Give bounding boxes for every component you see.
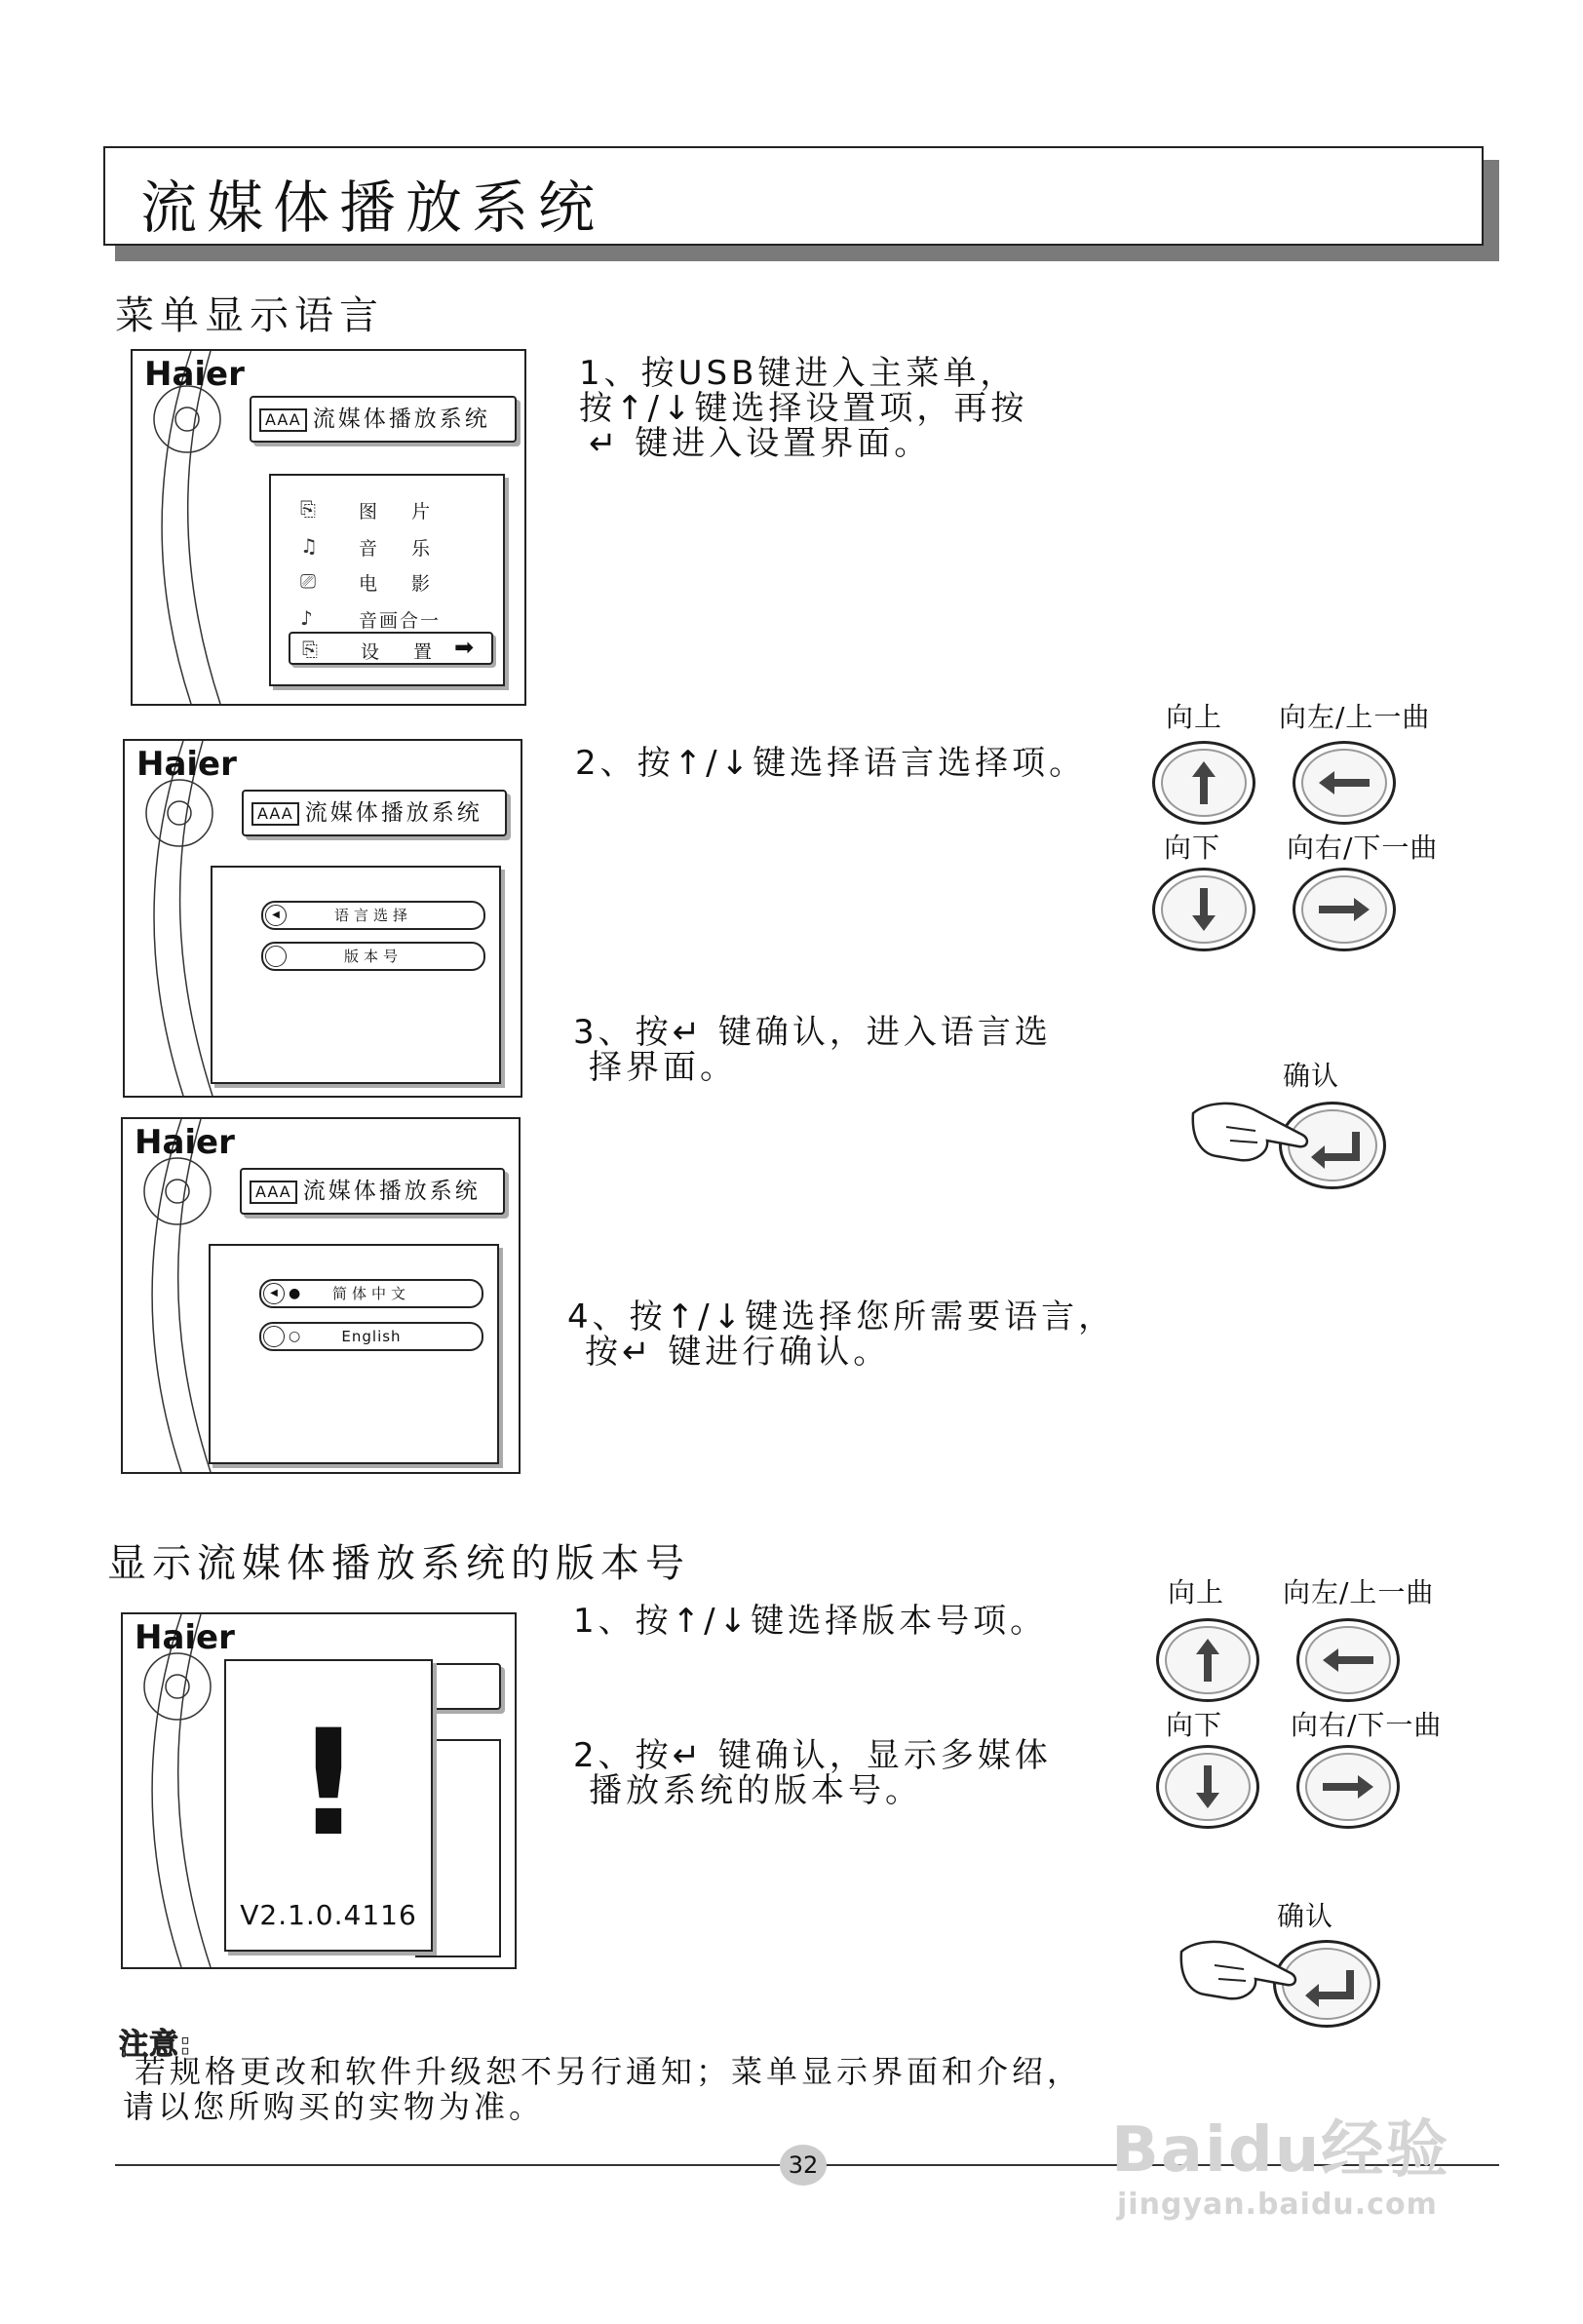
settings-folder-icon: ⎘ (302, 638, 318, 661)
s1-step1-line1: 1、按USB键进入主菜单， (579, 354, 1018, 393)
label-left: 向左/上一曲 (1283, 1576, 1435, 1608)
arrow-left-icon (1295, 744, 1393, 822)
version-dialog (224, 1659, 433, 1952)
haier-logo: Haier (135, 1618, 235, 1657)
label-confirm: 确认 (1277, 1900, 1334, 1932)
right-button[interactable] (1293, 868, 1396, 951)
header-title: 流媒体播放系统 (302, 1179, 481, 1204)
arrow-left-icon (1299, 1621, 1397, 1699)
picture-folder-icon: ⎘ (300, 497, 316, 521)
language-option-english[interactable] (259, 1322, 483, 1351)
screen-header (240, 1168, 505, 1215)
header-title: 流媒体播放系统 (304, 800, 483, 826)
s1-step3-line1: 3、按↵ 键确认，进入语言选 (573, 1013, 1052, 1052)
left-button[interactable] (1293, 741, 1396, 825)
note-line2: 请以您所购买的实物为准。 (123, 2088, 545, 2125)
right-button[interactable] (1296, 1745, 1400, 1829)
s2-step2-line2: 播放系统的版本号。 (589, 1771, 922, 1810)
arrow-right-icon (1299, 1748, 1397, 1826)
s2-step1-line1: 1、按↑/↓键选择版本号项。 (573, 1602, 1048, 1641)
s1-step2-line1: 2、按↑/↓键选择语言选择项。 (575, 744, 1087, 783)
menu-item-label: 电 影 (359, 573, 439, 595)
haier-logo: Haier (135, 1123, 235, 1162)
language-panel (209, 1244, 499, 1464)
s1-step1-line3: ↵ 键进入设置界面。 (589, 424, 932, 463)
pointing-hand-icon (1176, 1930, 1302, 2008)
haier-logo: Haier (144, 355, 245, 394)
header-badge: AAA (259, 408, 307, 432)
header-badge: AAA (250, 1181, 297, 1204)
down-button[interactable] (1152, 868, 1255, 951)
menu-item-label: 设 置 (361, 641, 441, 663)
note-line1: 若规格更改和软件升级恕不另行通知；菜单显示界面和介绍， (135, 2053, 1083, 2090)
arrow-up-icon (1159, 1621, 1256, 1699)
watermark-url: jingyan.baidu.com (1117, 2188, 1438, 2222)
language-option-chinese[interactable] (259, 1279, 483, 1308)
exclamation-icon: ! (294, 1699, 363, 1869)
s1-step4-line1: 4、按↑/↓键选择您所需要语言， (567, 1298, 1116, 1336)
s2-step2-line1: 2、按↵ 键确认，显示多媒体 (573, 1736, 1052, 1775)
section1-title: 菜单显示语言 (115, 293, 384, 338)
s1-step4-line2: 按↵ 键进行确认。 (585, 1333, 891, 1372)
radio-unselected-icon: ○ (289, 1329, 301, 1344)
up-button[interactable] (1156, 1618, 1259, 1702)
version-option[interactable] (261, 942, 485, 971)
option-label: English (341, 1328, 402, 1345)
version-number: V2.1.0.4116 (240, 1899, 417, 1931)
screen-main-menu (131, 349, 526, 706)
screen-header (250, 396, 517, 443)
label-left: 向左/上一曲 (1279, 701, 1431, 733)
screen-language-menu (121, 1117, 521, 1474)
page-number: 32 (780, 2145, 827, 2186)
label-up: 向上 (1168, 1576, 1225, 1608)
option-label: 版本号 (343, 948, 403, 965)
s1-step1-line2: 按↑/↓键选择设置项，再按 (579, 389, 1028, 428)
menu-item-label: 图 片 (359, 501, 439, 523)
option-label: 语言选择 (333, 907, 412, 924)
down-button[interactable] (1156, 1745, 1259, 1829)
note-label: 注意: (119, 2028, 192, 2062)
option-label: 简体中文 (331, 1285, 410, 1302)
label-up: 向上 (1166, 701, 1223, 733)
header-badge: AAA (251, 802, 299, 826)
title-banner (103, 146, 1484, 246)
label-right: 向右/下一曲 (1291, 1709, 1443, 1741)
arrow-down-icon (1155, 871, 1253, 949)
selector-circle-icon (263, 1326, 285, 1347)
arrow-right-icon (1295, 871, 1393, 949)
section2-title: 显示流媒体播放系统的版本号 (107, 1541, 690, 1586)
selector-left-icon: ◀ (263, 1283, 285, 1304)
arrow-down-icon (1159, 1748, 1256, 1826)
radio-selected-icon: ● (289, 1286, 301, 1301)
screen-settings-menu (123, 739, 522, 1098)
label-down: 向下 (1164, 832, 1221, 864)
page-title: 流媒体播放系统 (140, 174, 605, 241)
up-button[interactable] (1152, 741, 1255, 825)
arrow-up-icon (1155, 744, 1253, 822)
selector-circle-icon (265, 946, 287, 967)
menu-item-settings[interactable] (289, 632, 493, 665)
s1-step3-line2: 择界面。 (589, 1048, 737, 1087)
menu-item-label: 音画合一 (359, 610, 442, 632)
selector-left-icon: ◀ (265, 905, 287, 926)
screen-version (121, 1612, 517, 1969)
haier-logo: Haier (136, 745, 237, 784)
pointing-hand-icon (1187, 1092, 1314, 1170)
header-title: 流媒体播放系统 (312, 407, 490, 432)
language-select-option[interactable] (261, 901, 485, 930)
left-button[interactable] (1296, 1618, 1400, 1702)
slideshow-folder-icon: ♪ (300, 606, 313, 630)
label-confirm: 确认 (1283, 1060, 1340, 1092)
label-down: 向下 (1166, 1709, 1223, 1741)
label-right: 向右/下一曲 (1287, 832, 1439, 864)
watermark-brand: Baidu经验 (1111, 2114, 1450, 2187)
music-folder-icon: ♫ (300, 534, 318, 558)
screen-header (242, 790, 507, 836)
settings-panel (211, 866, 501, 1084)
menu-item-label: 音 乐 (359, 538, 439, 560)
arrow-right-icon: ➡ (454, 634, 475, 661)
movie-folder-icon: ⎚ (300, 569, 316, 593)
menu-panel (269, 474, 505, 686)
